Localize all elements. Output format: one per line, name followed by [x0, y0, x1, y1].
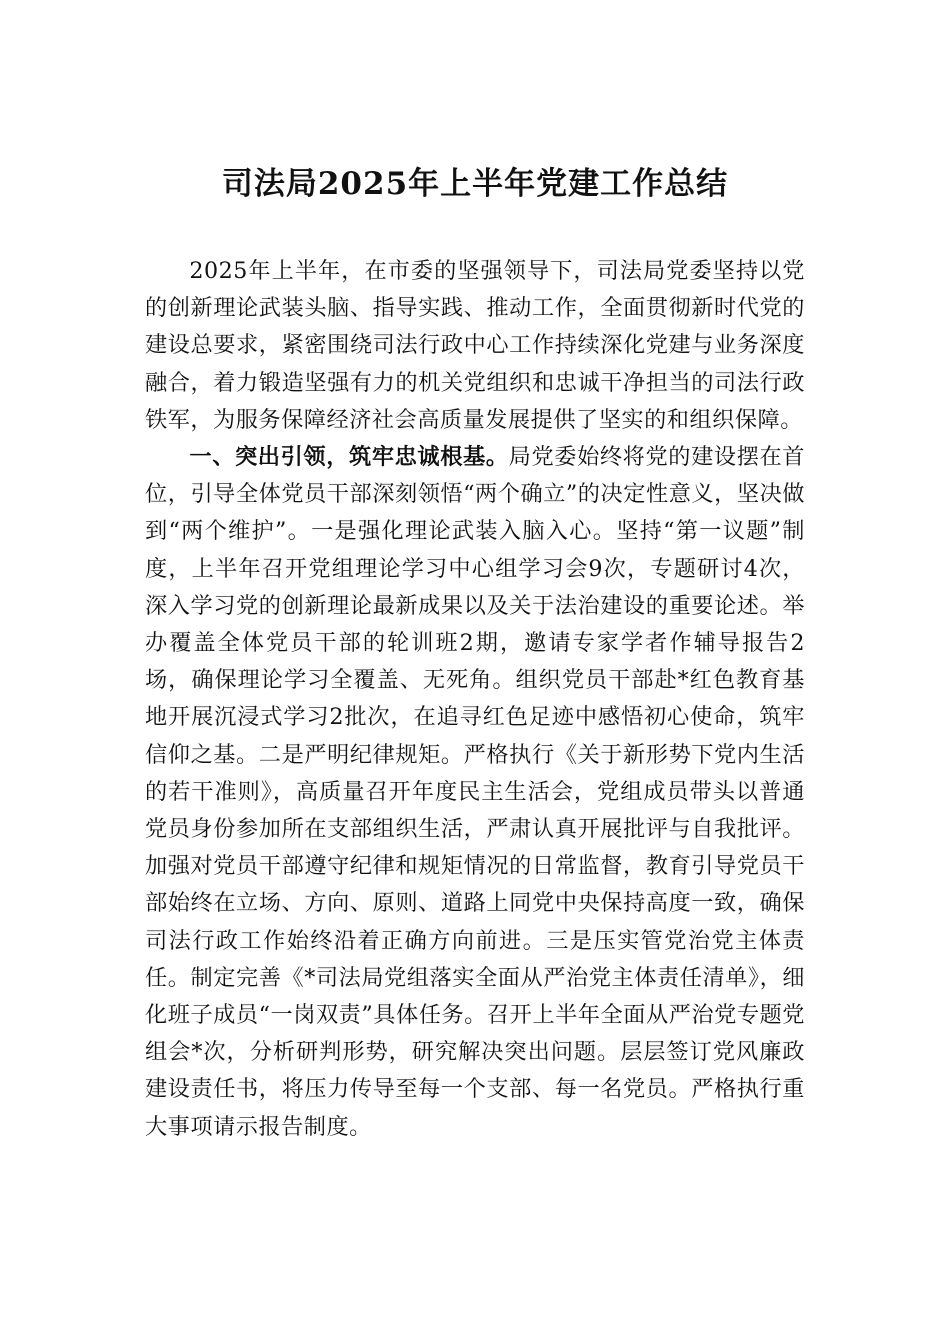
document-body	[145, 253, 805, 1146]
section-1-text: 局党委始终将党的建设摆在首位，引导全体党员干部深刻领悟“两个确立”的决定性意义，坚决做到“两个维护”。一是强化理论武装入脑入心。坚持“第一议题”制度，上半年召开党组理论学习中心组学习会9次，专题研讨4次，深入学习党的创新理论最新成果以及关于法治建设的重要论述。举办覆盖全体党员干部的轮训班2期，邀请专家学者作辅导报告2场，确保理论学习全覆盖、无死角。组织党员干部赴*红色教育基地开展沉浸式学习2批次，在追寻红色足迹中感悟初心使命，筑牢信仰之基。二是严明纪律规矩。严格执行《关于新形势下党内生活的若干准则》，高质量召开年度民主生活会，党组成员带头以普通党员身份参加所在支部组织生活，严肃认真开展批评与自我批评。加强对党员干部遵守纪律和规矩情况的日常监督，教育引导党员干部始终在立场、方向、原则、道路上同党中央保持高度一致，确保司法行政工作始终沿着正确方向前进。三是压实管党治党主体责任。制定完善《*司法局党组落实全面从严治党主体责任清单》，细化班子成员“一岗双责”具体任务。召开上半年全面从严治党专题党组会*次，分析研判形势，研究解决突出问题。层层签订党风廉政建设责任书，将压力传导至每一个支部、每一名党员。严格执行重大事项请示报告制度。	[145, 444, 805, 1140]
intro-paragraph-text: 2025年上半年，在市委的坚强领导下，司法局党委坚持以党的创新理论武装头脑、指导实践、推动工作，全面贯彻新时代党的建设总要求，紧密围绕司法行政中心工作持续深化党建与业务深度融合，着力锻造坚强有力的机关党组织和忠诚干净担当的司法行政铁军，为服务保障经济社会高质量发展提供了坚实的和组织保障。	[145, 258, 805, 433]
intro-paragraph	[145, 253, 805, 439]
section-1-heading: 一、突出引领，筑牢忠诚根基。	[189, 444, 509, 471]
document-title: 司法局2025年上半年党建工作总结	[221, 166, 729, 202]
section-1-paragraph	[145, 439, 805, 1146]
